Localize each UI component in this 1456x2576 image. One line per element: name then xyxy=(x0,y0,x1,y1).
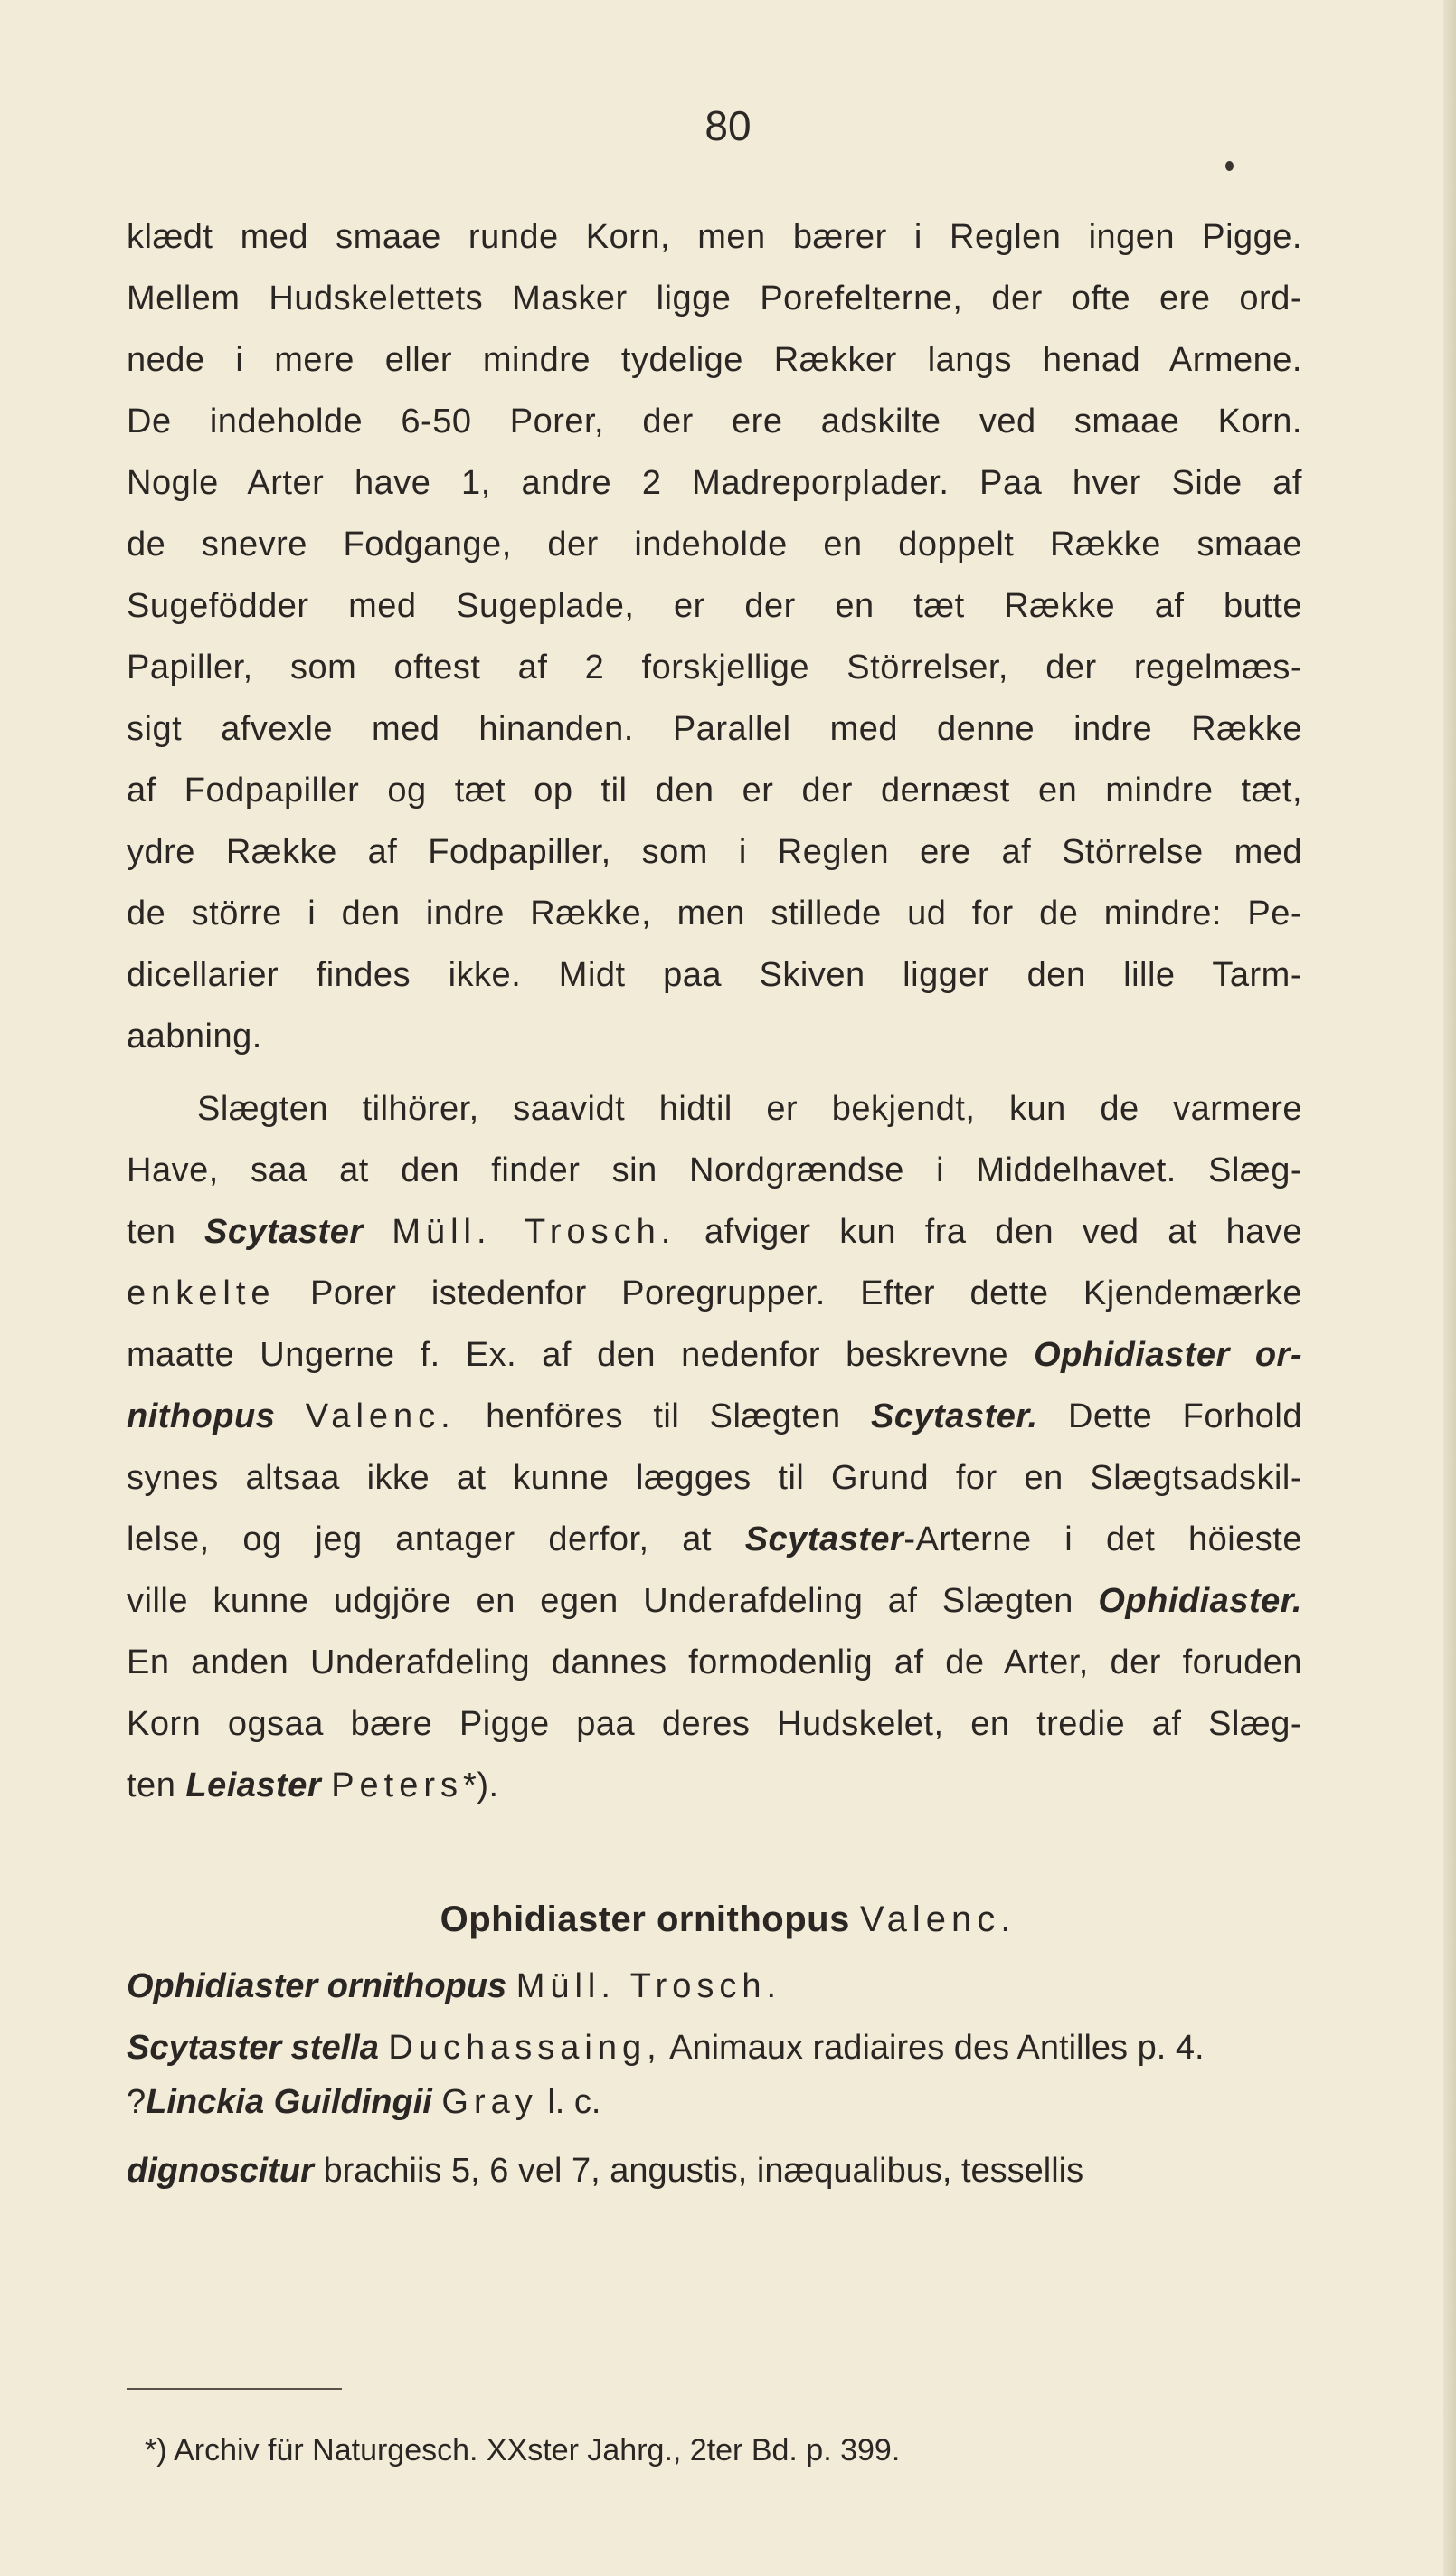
footnote-rule xyxy=(127,2388,342,2390)
text-span: afviger kun fra den ved at have xyxy=(676,1213,1302,1251)
text-span: Porer istedenfor Poregrupper. Efter dette Kjendemærke xyxy=(275,1274,1302,1312)
synonym-name: Ophidiaster ornithopus xyxy=(127,1967,507,2005)
text-span: henföres til Slægten xyxy=(455,1397,872,1435)
ink-dot xyxy=(1225,161,1234,171)
genus-name: Ophidiaster. xyxy=(1098,1582,1302,1620)
text-span: l. c. xyxy=(537,2083,601,2121)
text-line: de snevre Fodgange, der indeholde en doppelt Række smaae xyxy=(127,526,1302,564)
text-line xyxy=(127,1333,1302,1377)
text-line: sigt afvexle med hinanden. Parallel med denne indre Række xyxy=(127,710,1302,748)
emphasis-word: enkelte xyxy=(127,1274,276,1312)
genus-name: Scytaster xyxy=(204,1213,364,1251)
author-name: Valenc. xyxy=(305,1397,456,1435)
text-line xyxy=(127,1579,1302,1623)
synonym-name: Scytaster stella xyxy=(127,2029,379,2067)
text-span: maatte Ungerne f. Ex. af den nedenfor beskrevne xyxy=(127,1336,1035,1374)
synonym-name: Linckia Guildingii xyxy=(146,2083,432,2121)
author-name: Müll. Trosch. xyxy=(392,1213,676,1251)
page-edge xyxy=(1443,0,1456,2576)
text-line: Have, saa at den finder sin Nordgrændse i Middelhavet. Slæg- xyxy=(127,1151,1302,1189)
text-span: ten xyxy=(127,1766,186,1804)
text-line: synes altsaa ikke at kunne lægges til Grund for en Slægtsadskil- xyxy=(127,1459,1302,1497)
heading-author: Valenc. xyxy=(859,1899,1016,1939)
page-number: 80 xyxy=(704,102,752,149)
text-line xyxy=(127,1210,1302,1254)
text-line xyxy=(127,1272,1302,1315)
author-name: Peters xyxy=(331,1766,464,1804)
text-span: brachiis 5, 6 vel 7, angustis, inæqualibus, tessellis xyxy=(313,2152,1084,2190)
synonym-line xyxy=(127,1965,781,2008)
synonym-line xyxy=(127,2080,600,2124)
text-line: ydre Række af Fodpapiller, som i Reglen ere af Störrelse med xyxy=(127,833,1302,871)
genus-name: Scytaster. xyxy=(871,1397,1038,1435)
species-name: nithopus xyxy=(127,1397,276,1435)
genus-name: Leiaster xyxy=(185,1766,322,1804)
footnote-ref: *). xyxy=(463,1766,499,1804)
text-line xyxy=(127,1518,1302,1561)
text-line: af Fodpapiller og tæt op til den er der dernæst en mindre tæt, xyxy=(127,772,1302,810)
species-heading xyxy=(0,1898,1456,1941)
text-span: Dette Forhold xyxy=(1037,1397,1302,1435)
synonym-author: Duchassaing, xyxy=(388,2029,662,2067)
synonym-author: Müll. Trosch. xyxy=(515,1967,782,2005)
text-line xyxy=(127,1764,1302,1807)
text-line: En anden Underafdeling dannes formodenlig af de Arter, der foruden xyxy=(127,1643,1302,1681)
diagnosis-line xyxy=(127,2149,1302,2192)
text-line: klædt med smaae runde Korn, men bærer i Reglen ingen Pigge. xyxy=(127,218,1302,256)
text-span: Animaux radiaires des Antilles p. 4. xyxy=(661,2029,1205,2067)
diagnosis-word: dignoscitur xyxy=(127,2152,314,2190)
text-line xyxy=(127,1395,1302,1438)
text-line: nede i mere eller mindre tydelige Rækker langs henad Armene. xyxy=(127,341,1302,379)
text-line: Sugefödder med Sugeplade, er der en tæt Række af butte xyxy=(127,587,1302,625)
query-mark: ? xyxy=(127,2083,147,2121)
heading-species-name: Ophidiaster ornithopus xyxy=(440,1899,850,1939)
text-span: lelse, og jeg antager derfor, at xyxy=(127,1520,745,1558)
text-line: Mellem Hudskelettets Masker ligge Porefelterne, der ofte ere ord- xyxy=(127,279,1302,317)
genus-name: Scytaster xyxy=(744,1520,904,1558)
text-span: -Arterne i det höieste xyxy=(903,1520,1302,1558)
text-line: Slægten tilhörer, saavidt hidtil er bekjendt, kun de varmere xyxy=(197,1090,1302,1128)
synonym-line xyxy=(127,2026,1205,2069)
text-line: Nogle Arter have 1, andre 2 Madreporplader. Paa hver Side af xyxy=(127,464,1302,502)
text-span: ten xyxy=(127,1213,205,1251)
species-name: Ophidiaster or- xyxy=(1034,1336,1302,1374)
text-line: Papiller, som oftest af 2 forskjellige Störrelser, der regelmæs- xyxy=(127,649,1302,687)
text-line: aabning. xyxy=(127,1018,262,1056)
text-line: De indeholde 6-50 Porer, der ere adskilte ved smaae Korn. xyxy=(127,402,1302,440)
text-line: dicellarier findes ikke. Midt paa Skiven ligger den lille Tarm- xyxy=(127,956,1302,994)
text-line: de större i den indre Række, men stillede ud for de mindre: Pe- xyxy=(127,895,1302,933)
footnote: *) Archiv für Naturgesch. XXster Jahrg., 2ter Bd. p. 399. xyxy=(145,2433,901,2467)
synonym-author: Gray xyxy=(441,2083,538,2121)
text-line: Korn ogsaa bære Pigge paa deres Hudskelet, en tredie af Slæg- xyxy=(127,1705,1302,1743)
text-span: ville kunne udgjöre en egen Underafdeling af Slægten xyxy=(127,1582,1099,1620)
